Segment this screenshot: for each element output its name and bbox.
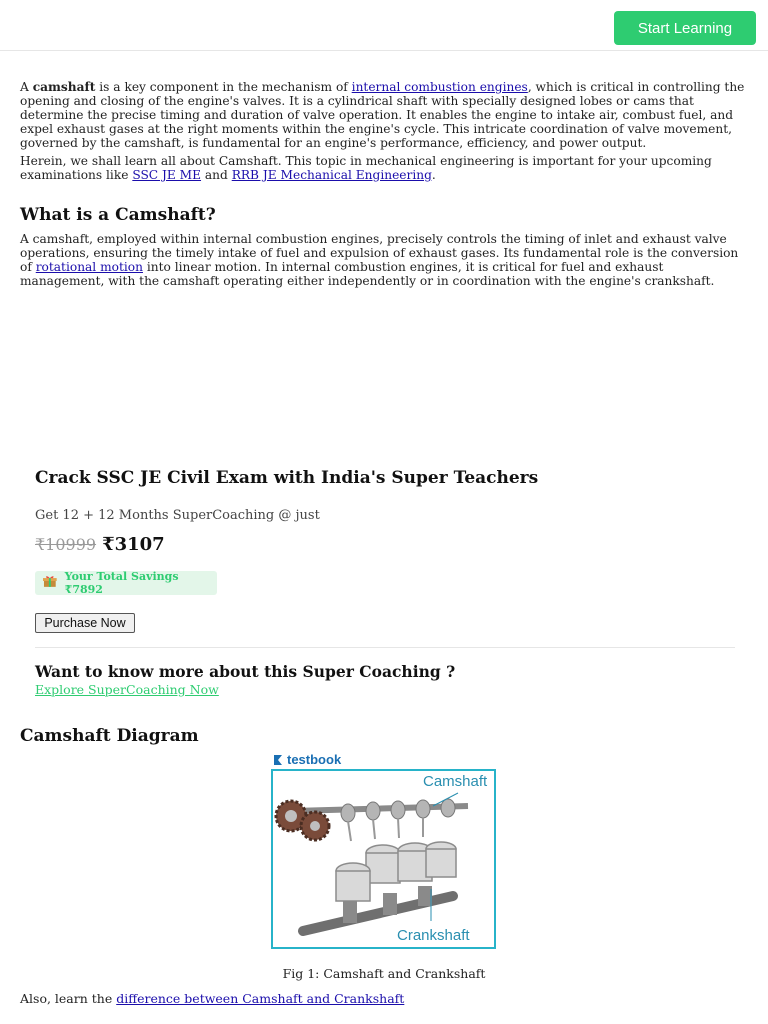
explore-supercoaching-link[interactable]: Explore SuperCoaching Now [35, 682, 219, 697]
camshaft-figure [271, 752, 498, 952]
engine-illustration [273, 771, 494, 947]
exam-paragraph: Herein, we shall learn all about Camshaft. This topic in mechanical engineering is important for your upcoming examinations like SSC JE ME and RRB JE Mechanical Engineering. [20, 154, 712, 182]
what-is-section [20, 232, 748, 288]
crankshaft-label: Crankshaft [397, 927, 470, 944]
new-price: ₹3107 [102, 534, 165, 555]
ad-divider [35, 647, 735, 648]
figure-caption: Fig 1: Camshaft and Crankshaft [282, 966, 486, 981]
savings-badge [35, 571, 217, 595]
testbook-logo-icon [273, 754, 283, 766]
internal-combustion-engines-link[interactable]: internal combustion engines [351, 80, 528, 94]
old-price: ₹10999 [35, 535, 97, 554]
savings-text: Your Total Savings ₹7892 [64, 570, 179, 596]
ad-title: Crack SSC JE Civil Exam with India's Super Teachers [35, 468, 539, 488]
supercoaching-ad [35, 468, 735, 697]
what-is-heading: What is a Camshaft? [20, 205, 216, 225]
more-info-title: Want to know more about this Super Coaching ? [35, 662, 456, 681]
testbook-logo: testbook [273, 752, 341, 767]
what-is-paragraph: A camshaft, employed within internal combustion engines, precisely controls the timing of inlet and exhaust valve operations, ensuring the timely intake of fuel and expulsion of exhaust gases. Its fundamental role is the conversion of rotational motion into linear motion. In internal combustion engines, it is critical for fuel and exhaust management, with the camshaft operating either independently or in coordination with the engine's crankshaft. [20, 232, 739, 288]
start-learning-button[interactable]: Start Learning [614, 11, 756, 45]
price-row [35, 534, 165, 555]
camshaft-label: Camshaft [423, 773, 488, 790]
difference-camshaft-crankshaft-link[interactable]: difference between Camshaft and Crankshaft [116, 991, 405, 1006]
article-intro [20, 80, 748, 182]
rrb-je-link[interactable]: RRB JE Mechanical Engineering [231, 168, 432, 182]
also-learn: Also, learn the difference between Camshaft and Crankshaft [20, 991, 405, 1006]
intro-paragraph: A camshaft is a key component in the mechanism of internal combustion engines, which is critical in controlling the opening and closing of the engine's valves. It is a cylindrical shaft with specially designed lobes or cams that determine the precise timing and duration of valve operation. It enables the engine to intake air, combust fuel, and expel exhaust gases at the right moments within the engine's cycle. This intricate coordination of valve movement, governed by the camshaft, is fundamental for an engine's performance, efficiency, and power output. [20, 80, 745, 150]
camshaft-term: camshaft [32, 80, 96, 94]
camshaft-diagram-heading: Camshaft Diagram [20, 726, 199, 746]
purchase-now-button[interactable]: Purchase Now [35, 613, 135, 633]
diagram-frame [271, 769, 496, 949]
ad-subtitle: Get 12 + 12 Months SuperCoaching @ just [35, 508, 320, 523]
ssc-je-me-link[interactable]: SSC JE ME [132, 168, 202, 182]
gift-icon [43, 575, 57, 587]
top-bar [0, 0, 768, 51]
rotational-motion-link[interactable]: rotational motion [35, 260, 143, 274]
